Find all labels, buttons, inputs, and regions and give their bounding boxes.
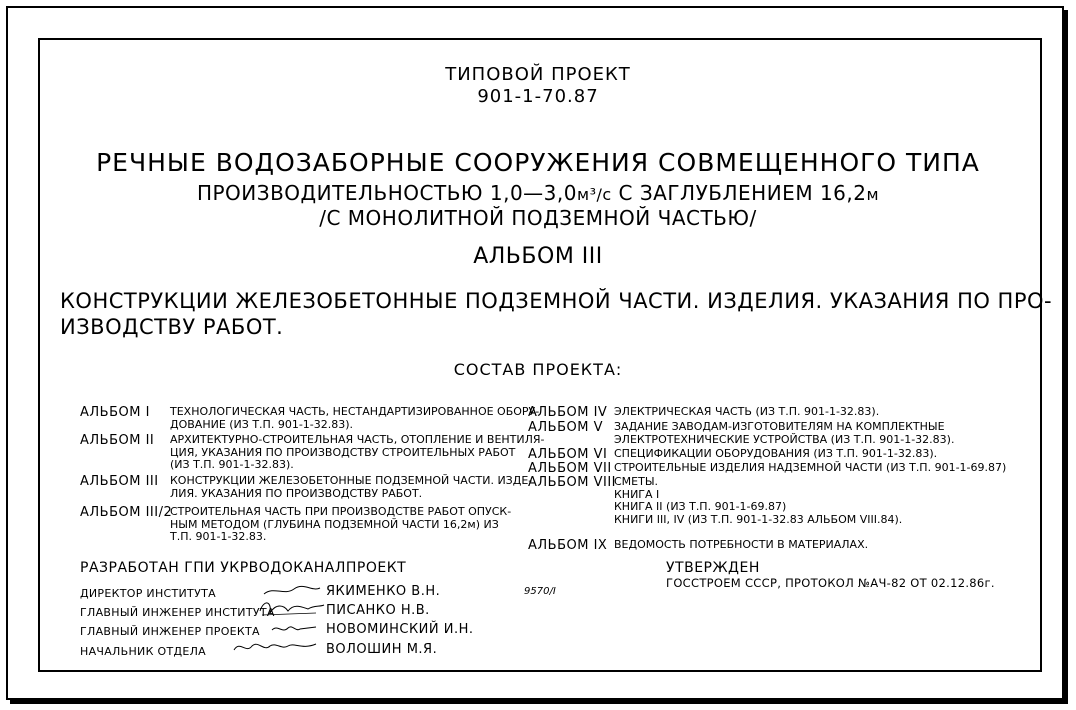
album-label: АЛЬБОМ VI bbox=[528, 447, 608, 462]
album-desc-line1: КОНСТРУКЦИИ ЖЕЛЕЗОБЕТОННЫЕ ПОДЗЕМНОЙ ЧАСТИ. ИЗДЕЛИЯ. УКАЗАНИЯ ПО ПРО- bbox=[60, 289, 1053, 313]
title-line2-units: м³/с bbox=[577, 185, 612, 204]
title-line2-depth-unit: м bbox=[866, 185, 880, 204]
signatory-role: ДИРЕКТОР ИНСТИТУТА bbox=[80, 587, 216, 600]
album-label: АЛЬБОМ III/2 bbox=[80, 505, 173, 520]
title-line2-capacity: 1,0—3,0 bbox=[489, 181, 577, 205]
signature-2 bbox=[256, 597, 326, 619]
approval-text: ГОССТРОЕМ СССР, ПРОТОКОЛ №АЧ-82 ОТ 02.12.86г. bbox=[666, 576, 995, 590]
signature-4 bbox=[230, 638, 320, 656]
album-desc: ВЕДОМОСТЬ ПОТРЕБНОСТИ В МАТЕРИАЛАХ. bbox=[614, 538, 869, 551]
inventory-number: 9570/I bbox=[524, 586, 556, 597]
project-number: 901-1-70.87 bbox=[477, 86, 599, 107]
album-desc: ЗАДАНИЕ ЗАВОДАМ-ИЗГОТОВИТЕЛЯМ НА КОМПЛЕКТНЫЕ ЭЛЕКТРОТЕХНИЧЕСКИЕ УСТРОЙСТВА (ИЗ Т.П. 901-1-32.83). bbox=[614, 420, 955, 446]
album-desc: ЭЛЕКТРИЧЕСКАЯ ЧАСТЬ (ИЗ Т.П. 901-1-32.83). bbox=[614, 405, 880, 418]
approval-heading: УТВЕРЖДЕН bbox=[666, 560, 760, 576]
title-line2 bbox=[0, 181, 1076, 205]
album-desc: КОНСТРУКЦИИ ЖЕЛЕЗОБЕТОННЫЕ ПОДЗЕМНОЙ ЧАСТИ. ИЗДЕ- ЛИЯ. УКАЗАНИЯ ПО ПРОИЗВОДСТВУ РАБОТ. bbox=[170, 474, 533, 500]
album-desc: СПЕЦИФИКАЦИИ ОБОРУДОВАНИЯ (ИЗ Т.П. 901-1-32.83). bbox=[614, 447, 938, 460]
album-desc: СТРОИТЕЛЬНАЯ ЧАСТЬ ПРИ ПРОИЗВОДСТВЕ РАБОТ ОПУСК- НЫМ МЕТОДОМ (ГЛУБИНА ПОДЗЕМНОЙ ЧАСТИ 16,2м) ИЗ Т.П. 901-1-32.83. bbox=[170, 505, 512, 543]
developer-heading: РАЗРАБОТАН ГПИ УКРВОДОКАНАЛПРОЕКТ bbox=[80, 560, 407, 576]
album-label: АЛЬБОМ V bbox=[528, 420, 603, 435]
title-line2-depth: 16,2 bbox=[819, 181, 867, 205]
signatory-name: НОВОМИНСКИЙ И.Н. bbox=[326, 622, 474, 637]
signatory-name: ПИСАНКО Н.В. bbox=[326, 603, 430, 618]
title-line2-prefix: ПРОИЗВОДИТЕЛЬНОСТЬЮ bbox=[196, 181, 484, 205]
title-line2-middle: С ЗАГЛУБЛЕНИЕМ bbox=[618, 181, 814, 205]
signatory-role: ГЛАВНЫЙ ИНЖЕНЕР ПРОЕКТА bbox=[80, 625, 260, 638]
signature-1 bbox=[262, 584, 322, 598]
title-line3: /С МОНОЛИТНОЙ ПОДЗЕМНОЙ ЧАСТЬЮ/ bbox=[319, 206, 757, 230]
signatory-role: ГЛАВНЫЙ ИНЖЕНЕР ИНСТИТУТА bbox=[80, 606, 275, 619]
composition-heading: СОСТАВ ПРОЕКТА: bbox=[453, 360, 623, 379]
album-desc-line2: ИЗВОДСТВУ РАБОТ. bbox=[60, 315, 284, 339]
album-label: АЛЬБОМ III bbox=[80, 474, 159, 489]
signatory-name: ЯКИМЕНКО В.Н. bbox=[326, 584, 441, 599]
signatory-name: ВОЛОШИН М.Я. bbox=[326, 642, 438, 657]
album-label: АЛЬБОМ VII bbox=[528, 461, 612, 476]
album-desc: АРХИТЕКТУРНО-СТРОИТЕЛЬНАЯ ЧАСТЬ, ОТОПЛЕНИЕ И ВЕНТИЛЯ- ЦИЯ, УКАЗАНИЯ ПО ПРОИЗВОДСТВУ СТРОИТЕЛЬНЫХ РАБОТ (ИЗ Т.П. 901-1-32.83). bbox=[170, 433, 545, 471]
signatory-role: НАЧАЛЬНИК ОТДЕЛА bbox=[80, 645, 207, 658]
signature-3 bbox=[270, 620, 320, 636]
album-label: АЛЬБОМ IX bbox=[528, 538, 608, 553]
project-type: ТИПОВОЙ ПРОЕКТ bbox=[445, 64, 631, 85]
album-label: АЛЬБОМ VIII bbox=[528, 475, 616, 490]
album-label: АЛЬБОМ IV bbox=[528, 405, 608, 420]
album-desc: ТЕХНОЛОГИЧЕСКАЯ ЧАСТЬ, НЕСТАНДАРТИЗИРОВАННОЕ ОБОРУ- ДОВАНИЕ (ИЗ Т.П. 901-1-32.83). bbox=[170, 405, 540, 431]
album-desc: СМЕТЫ. КНИГА I КНИГА II (ИЗ Т.П. 901-1-69.87) КНИГИ III, IV (ИЗ Т.П. 901-1-32.83 АЛЬБОМ VIII.84). bbox=[614, 475, 903, 526]
title-line1: РЕЧНЫЕ ВОДОЗАБОРНЫЕ СООРУЖЕНИЯ СОВМЕЩЕННОГО ТИПА bbox=[96, 148, 980, 177]
album-title: АЛЬБОМ III bbox=[473, 244, 603, 269]
album-desc: СТРОИТЕЛЬНЫЕ ИЗДЕЛИЯ НАДЗЕМНОЙ ЧАСТИ (ИЗ Т.П. 901-1-69.87) bbox=[614, 461, 1007, 474]
album-label: АЛЬБОМ I bbox=[80, 405, 150, 420]
album-label: АЛЬБОМ II bbox=[80, 433, 155, 448]
